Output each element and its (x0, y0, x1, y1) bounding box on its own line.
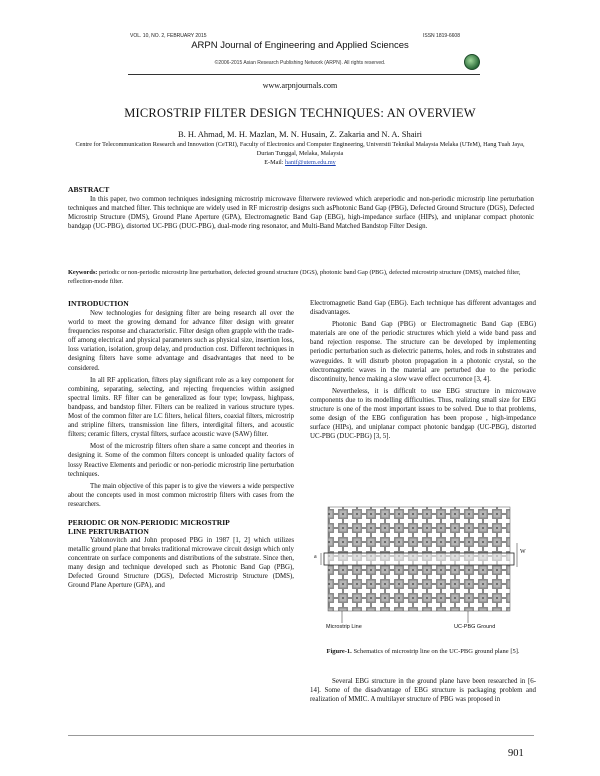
section2-heading-line1: PERIODIC OR NON-PERIODIC MICROSTRIP (68, 517, 230, 527)
dimension-w-label: W (520, 549, 526, 555)
journal-name: ARPN Journal of Engineering and Applied Sciences (191, 40, 409, 51)
arpn-logo-icon (464, 54, 480, 70)
footer-rule (68, 735, 534, 736)
dimension-a-label: a (314, 554, 317, 560)
issn: ISSN 1819-6608 (423, 33, 460, 39)
email-line (0, 159, 600, 166)
keywords-label: Keywords: (68, 269, 98, 276)
section2-heading-line2: LINE PERTURBATION (68, 526, 149, 536)
page-number: 901 (508, 748, 524, 759)
abstract-heading: ABSTRACT (68, 185, 110, 194)
header-rule (128, 74, 480, 75)
caption-label: Figure-1. (326, 648, 352, 655)
section2-heading (68, 518, 294, 536)
paper-authors: B. H. Ahmad, M. H. Mazlan, M. N. Husain, Z. Zakaria and N. A. Shairi (177, 129, 423, 139)
uc-pbg-ground-label: UC-PBG Ground (454, 624, 496, 630)
email-label: E-Mail: (264, 159, 286, 166)
section2-paragraph-1: Yablonovitch and John proposed PBG in 1987 [1, 2] which utilizes metallic ground plane that breaks traditional microwave circuit design which only concentrate on surface components and distributions of the substrate. Since then, many design and technique developed such as Photonic Band Gap (PBG), Defected Ground Structure (DGS), Defected Microstrip Structure (DMS), Ground Plane Aperture (GPA), and (68, 536, 294, 590)
caption-text: Schematics of microstrip line on the UC-PBG ground plane [5]. (351, 648, 520, 655)
right-paragraph-4: Several EBG structure in the ground plane have been researched in [6-14]. Some of the disadvantage of EBG structure is packaging problem and realization of MMIC. A multilayer structure of PBG was proposed in (310, 678, 536, 704)
copyright: ©2006-2015 Asian Research Publishing Network (ARPN). All rights reserved. (214, 60, 386, 66)
keywords (68, 269, 534, 286)
intro-paragraph-4: The main objective of this paper is to give the viewers a wide perspective about the concepts used in most common microstrip filters with cases from the researchers. (68, 482, 294, 508)
right-paragraph-3: Nevertheless, it is difficult to use EBG structure in microwave components due to its modelling difficulties. Thus, realizing small size for EBG structure is one of the most important issues to be solved. Due to that problems, some design of the EBG configuration has been propose , high-impedance surface (HIPs), and uniplanar compact photonic bandgap (UC-PBG), distorted UC-PBG (DUC-PBG) [3, 5]. (310, 387, 536, 441)
keywords-text: periodic or non-periodic microstrip line perturbation, defected ground structure (DGS), photonic band Gap (PBG), defected microstrip structure (DMS), matched filter, reflection-mode filter. (68, 269, 521, 285)
abstract-text (68, 195, 534, 231)
intro-paragraph-2: In all RF application, filters play significant role as a key component for combining, separating, selecting, and rejecting frequencies within assigned spectral limits. RF filter can be generalized as four type; lowpass, highpass, bandpass, and bandstop filter. Filters can be realized in various structure types. Most of the common filter are LC filters, helical filters, coaxial filters, microstrip and stripline filters, transmission line filters, interdigital filters, and acoustic filters; ceramic filters, crystal filters, surface acoustic wave (SAW) filter. (68, 376, 294, 439)
paper-affiliation: Centre for Telecommunication Research and Innovation (CeTRI), Faculty of Electronics and Computer Engineering, Universiti Teknikal Malaysia Melaka (UTeM), Hang Tuah Jaya, Durian Tunggal, Melaka, Malaysia (75, 141, 525, 157)
figure-1 (314, 505, 528, 637)
intro-paragraph-1: New technologies for designing filter are being research all over the world to meet the growing demand for advance filter design with greater frequencies response and characteristic. Filter design often grapple with the trade-off among electrical and physical parameters such as physical size, insertion loss, loss variation, isolation, group delay, and production cost. Different techniques in designing filters have some advantage and disadvantages that need to be considered. (68, 310, 294, 372)
introduction-heading: INTRODUCTION (68, 299, 129, 308)
uc-pbg-schematic (318, 505, 528, 637)
right-column-body (310, 299, 536, 441)
figure-1-caption (312, 648, 534, 656)
email-link[interactable]: hanif@utem.edu.my (285, 159, 336, 166)
intro-paragraph-3: Most of the microstrip filters often share a same concept and theories in designing it. Some of the common filters concept is unloaded quality factors of lossy Reactive Elements and periodic or non-periodic microstrip line perturbation techniques. (68, 443, 294, 478)
paper-title: MICROSTRIP FILTER DESIGN TECHNIQUES: AN OVERVIEW (124, 106, 476, 120)
journal-website[interactable]: www.arpnjournals.com (262, 81, 338, 90)
volume-info: VOL. 10, NO. 2, FEBRUARY 2015 (130, 33, 207, 39)
right-column-lower (310, 677, 536, 704)
microstrip-line-label: Microstrip Line (326, 624, 362, 630)
abstract-paragraph: In this paper, two common techniques indesigning microstrip microwave filterwere reviewed which areperiodic and non-periodic microstrip line perturbation techniques and matched filter. This technique are widely used in RF microstrip designs such asPhotonic Band Gap (PBG), Defected Ground Structure (DGS), Defected Microstrip Structure (DMS), Ground Plane Aperture (GPA), Electromagnetic Band Gap (EBG), high-impedance surface (HIPs), and uniplanar compact photonic bandgap (UC-PBG), distorted UC-PBG (DUC-PBG), dual-mode ring resonator, and Multi-Band Matched Bandstop Filter Design. (68, 196, 534, 231)
left-column-body (68, 309, 294, 591)
microstrip-line (324, 553, 514, 565)
right-paragraph-1: Electromagnetic Band Gap (EBG). Each technique has different advantages and disadvantages. (310, 300, 536, 317)
right-paragraph-2: Photonic Band Gap (PBG) or Electromagnetic Band Gap (EBG) materials are one of the periodic structures which yield a wide band pass and band rejection response. The structure can be developed by implementing periodic perturbation such as dielectric patterns, holes, and rods in substrates and waveguides. It will disturb photon propagation in a photonic crystal, so the electromagnetic waves in the material are perturbed due to the periodic discontinuity, hence making a slow wave effect occurrence [3, 4]. (310, 321, 536, 383)
